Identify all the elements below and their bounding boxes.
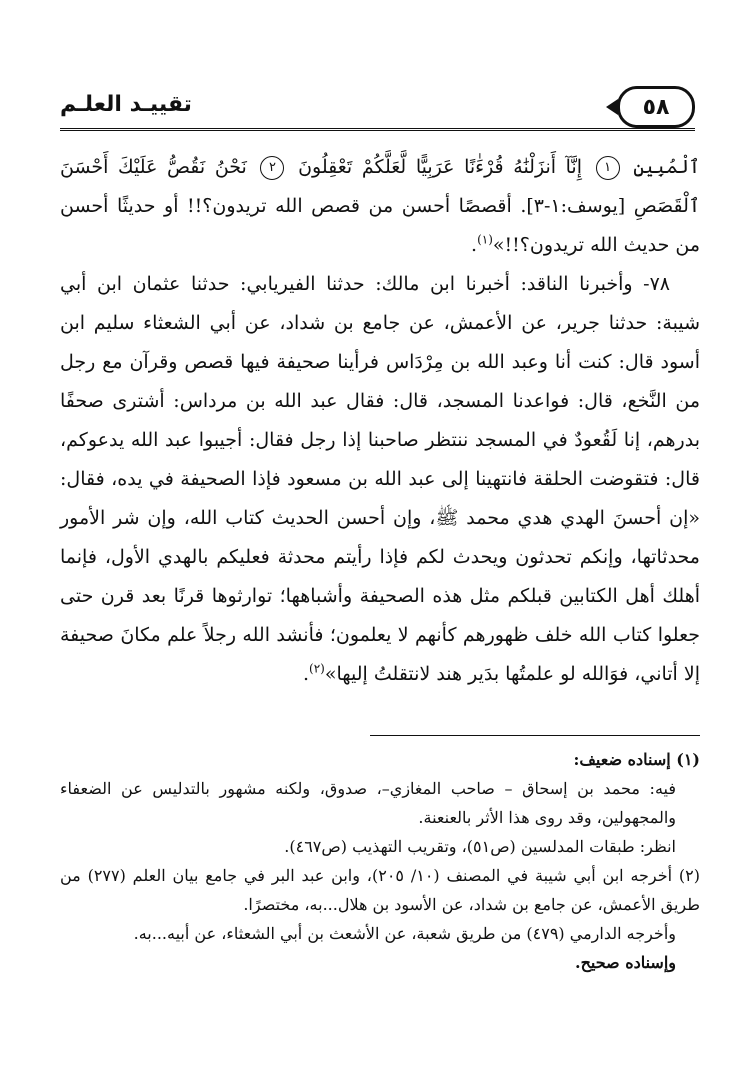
footnote-ref-2: (٢) bbox=[309, 661, 325, 676]
footnote-2-line-1: (٢) أخرجه ابن أبي شيبة في المصنف (١٠/ ٢٠٥)، وابن عبد البر في جامع بيان العلم (٢٧٧) من طريق الأعمش، عن جامع بن شداد، عن الأسود بن هلال...به، مختصرًا. bbox=[60, 866, 700, 914]
paragraph-78 bbox=[60, 265, 700, 694]
paragraph-2-text: ٧٨- وأخبرنا الناقد: أخبرنا ابن مالك: حدثنا الفيريابي: حدثنا عثمان ابن أبي شيبة: حدثنا جرير، عن الأعمش، عن جامع بن شداد، عن أبي الشعثاء سليم ابن أسود قال: كنت أنا وعبد الله بن مِرْدَاس فرأينا صحيفة فيها قصص وقرآن مع رجل من النَّخع، قال: فواعدنا المسجد، قال: فقال عبد الله بن مرداس: أشترى صحفًا بدرهم، إنا لَقُعودٌ في المسجد ننتظر صاحبنا إذا رجل فقال: أجيبوا عبد الله يدعوكم، قال: فتقوضت الحلقة فانتهينا إلى عبد الله بن مسعود فإذا الصحيفة في يده، فقال: «إن أحسنَ الهدي هدي محمد ﷺ، وإن أحسن الحديث كتاب الله، وإن شر الأمور محدثاتها، وإنكم تحدثون ويحدث لكم فإذا رأيتم محدثة فعليكم بالهدي الأول، فإنما أهلك أهل الكتابين قبلكم مثل هذه الصحيفة وأشباهها؛ توارثوها قرنًا بعد قرن حتى جعلوا كتاب الله خلف ظهورهم كأنهم لا يعلمون؛ فأنشد الله رجلاً علم مكانَ صحيفة إلا أتاني، فوَالله لو علمتُها بدَير هند لانتقلتُ إليها» bbox=[60, 273, 700, 685]
page-header bbox=[60, 88, 695, 128]
footnote-2-line-3: وإسناده صحيح. bbox=[575, 953, 676, 972]
paragraph-2-end: . bbox=[302, 663, 310, 685]
footnote-2-line-2: وأخرجه الدارمي (٤٧٩) من طريق شعبة، عن الأشعث بن أبي الشعثاء، عن أبيه...به. bbox=[133, 924, 676, 943]
paragraph-1-text: [يوسف:١-٣]. أقصصًا أحسن من قصص الله تريدون؟!! أو حديثًا أحسن من حديث الله تريدون؟!!» bbox=[60, 195, 700, 256]
footnotes bbox=[60, 745, 700, 977]
quran-verse-2: إِنَّآ أَنزَلْنَٰهُ قُرْءَٰنًا عَرَبِيًّا لَّعَلَّكُمْ تَعْقِلُونَ bbox=[298, 156, 582, 178]
page-number-badge bbox=[617, 86, 695, 128]
quran-verse-3: نَحْنُ نَقُصُّ عَلَيْكَ أَحْسَنَ ٱلْقَصَصِ bbox=[60, 156, 700, 217]
book-title: تقييـد العلـم bbox=[60, 92, 192, 117]
paragraph-quran bbox=[60, 148, 700, 265]
ayah-number-2: ٢ bbox=[260, 156, 284, 180]
quran-verse-end: ٱلْمُبِينِ bbox=[633, 156, 701, 178]
main-text bbox=[60, 148, 700, 694]
page-number: ٥٨ bbox=[642, 94, 670, 120]
footnote-1-line-1: فيه: محمد بن إسحاق – صاحب المغازي–، صدوق، ولكنه مشهور بالتدليس عن الضعفاء والمجهولين، وقد روى هذا الأثر بالعنعنة. bbox=[60, 779, 676, 827]
header-divider bbox=[60, 128, 695, 131]
footnote-divider bbox=[370, 735, 700, 736]
paragraph-1-end: . bbox=[471, 234, 478, 256]
footnote-1-title: (١) إسناده ضعيف: bbox=[573, 750, 700, 769]
footnote-ref-1: (١) bbox=[477, 232, 493, 247]
footnote-1-line-2: انظر: طبقات المدلسين (ص٥١)، وتقريب التهذيب (ص٤٦٧). bbox=[284, 837, 676, 856]
ayah-number-1: ١ bbox=[596, 156, 620, 180]
